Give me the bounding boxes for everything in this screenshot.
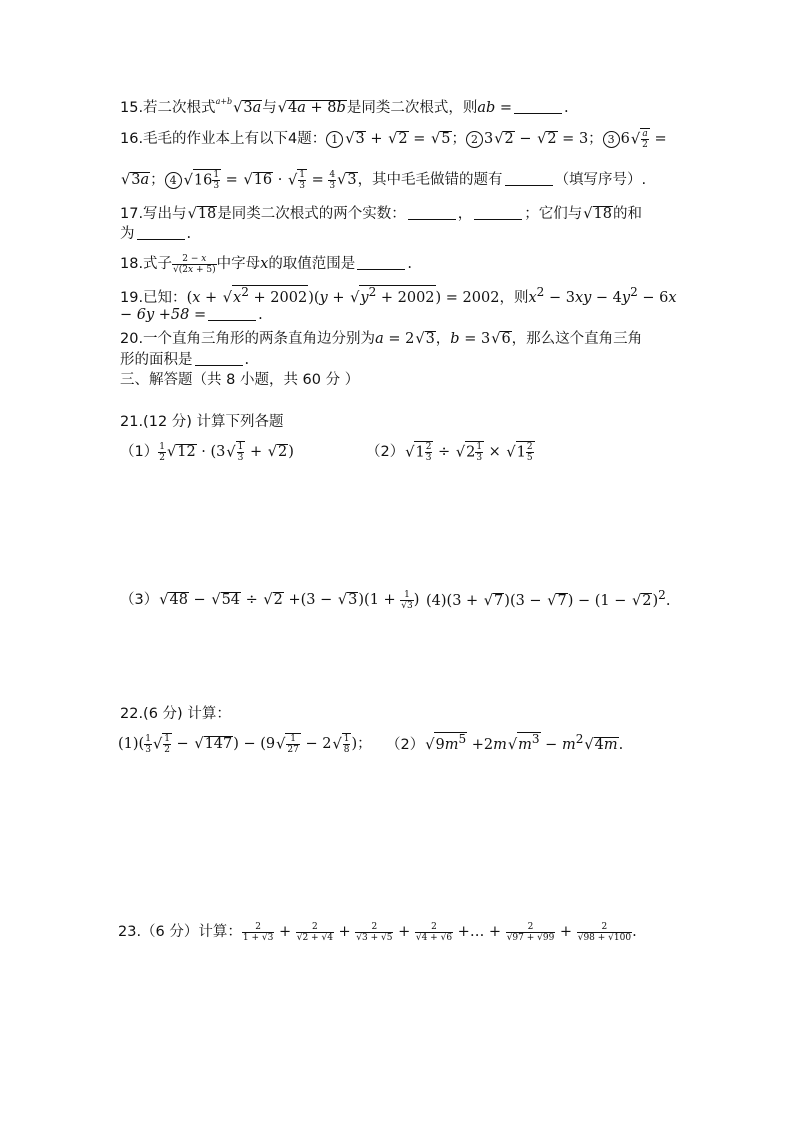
question-15: 15.若二次根式$^{a+b}$√3a与√4a + 8b是同类二次根式，则ab = . xyxy=(120,97,569,116)
q19-label: 19.已知： xyxy=(120,289,187,306)
q20-label: 20.一个直角三角形的两条直角边分别为 xyxy=(120,331,376,347)
q17-blank-2[interactable] xyxy=(474,205,522,220)
q21-part-1: （1） $\frac{1}{2}$ √12 · (3√ $\frac{1}{3}$ + √2) xyxy=(120,441,294,463)
question-16: 16.毛毛的作业本上有以下4题： 1 √3 + √2 = √5； 2 3√2 − √2 = 3； 3 6√ $\frac{a}{2}$ = xyxy=(120,128,667,150)
q21-part-2: （2）√1 $\frac{2}{3}$ ÷ √2 $\frac{1}{3}$ × √1 $\frac{2}{5}$ xyxy=(366,441,533,463)
section-3-heading: 三、解答题（共 8 小题，共 60 分 ） xyxy=(120,372,360,388)
question-17-line2: 为 . xyxy=(120,226,192,242)
q17-blank-3[interactable] xyxy=(137,225,185,240)
q22-part-1: (1)( $\frac{1}{3}$ √ $\frac{1}{2}$ − √147) − (9√ $\frac{1}{27}$ − 2√ $\frac{1}{8}$ )； xyxy=(118,733,372,755)
q20-answer-blank[interactable] xyxy=(195,351,243,366)
q21-part-3: （3）√48 − √54 ÷ √2 +(3 − √3)(1 + $\frac{1}{√3}$ ) xyxy=(120,589,420,611)
q17-blank-1[interactable] xyxy=(408,205,456,220)
q18-answer-blank[interactable] xyxy=(357,255,405,270)
q18-label: 18.式子 xyxy=(120,256,173,272)
q15-label: 15.若二次根式 xyxy=(120,100,216,116)
question-19: 19.已知：$(x + √x^2 + 2002)(y + √y^2 + 2002) = 2002$，则$x^2 - 3xy - 4y^2 - 6x$ xyxy=(120,285,677,306)
question-20-line2: 形的面积是 . xyxy=(120,352,250,368)
question-18: 18.式子 $\frac{2 - x}{√(2x + 5)}$ 中字母x的取值范围是 . xyxy=(120,253,412,275)
question-21-title: 21.(12 分) 计算下列各题 xyxy=(120,414,284,430)
q19-answer-blank[interactable] xyxy=(208,306,256,321)
q16-answer-blank[interactable] xyxy=(505,171,553,186)
question-19-line2: − 6y +58 = . xyxy=(120,307,263,323)
question-16-line2: √3a； 4 √16 $\frac{1}{3}$ = √16 · √ $\frac{1}{3}$ = $\frac{4}{3}$ √3，其中毛毛做错的题有 （填写序号）. xyxy=(121,169,647,191)
q22-part-2: $(2)√9m^5 +2m√m^3 - m^2√4m$. xyxy=(386,732,624,753)
question-20: 20.一个直角三角形的两条直角边分别为a = 2√3，b = 3√6，那么这个直角三角 xyxy=(120,331,643,347)
q21-part-4: $(4)(3 + √7)(3 - √7) - (1 - √2)^2$. xyxy=(426,588,671,609)
q15-answer-blank[interactable] xyxy=(514,99,562,114)
question-22-title: 22.(6 分) 计算： xyxy=(120,706,231,722)
q16-label: 16.毛毛的作业本上有以下4题： xyxy=(120,131,327,147)
q17-label: 17.写出与 xyxy=(120,206,187,222)
question-17: 17.写出与√18是同类二次根式的两个实数： ， ；它们与√18的和 xyxy=(120,206,642,222)
question-23: 23.（6 分）计算： $\frac{2}{1 + √3}$ + $\frac{2}{√2 + √4}$ + $\frac{2}{√3 + √5}$ + $\frac{2}{√4 + √6}$ +… + $\frac{2}{√97 + √99}$ + $\frac{2}{√98 + √100}$ . xyxy=(118,921,637,943)
